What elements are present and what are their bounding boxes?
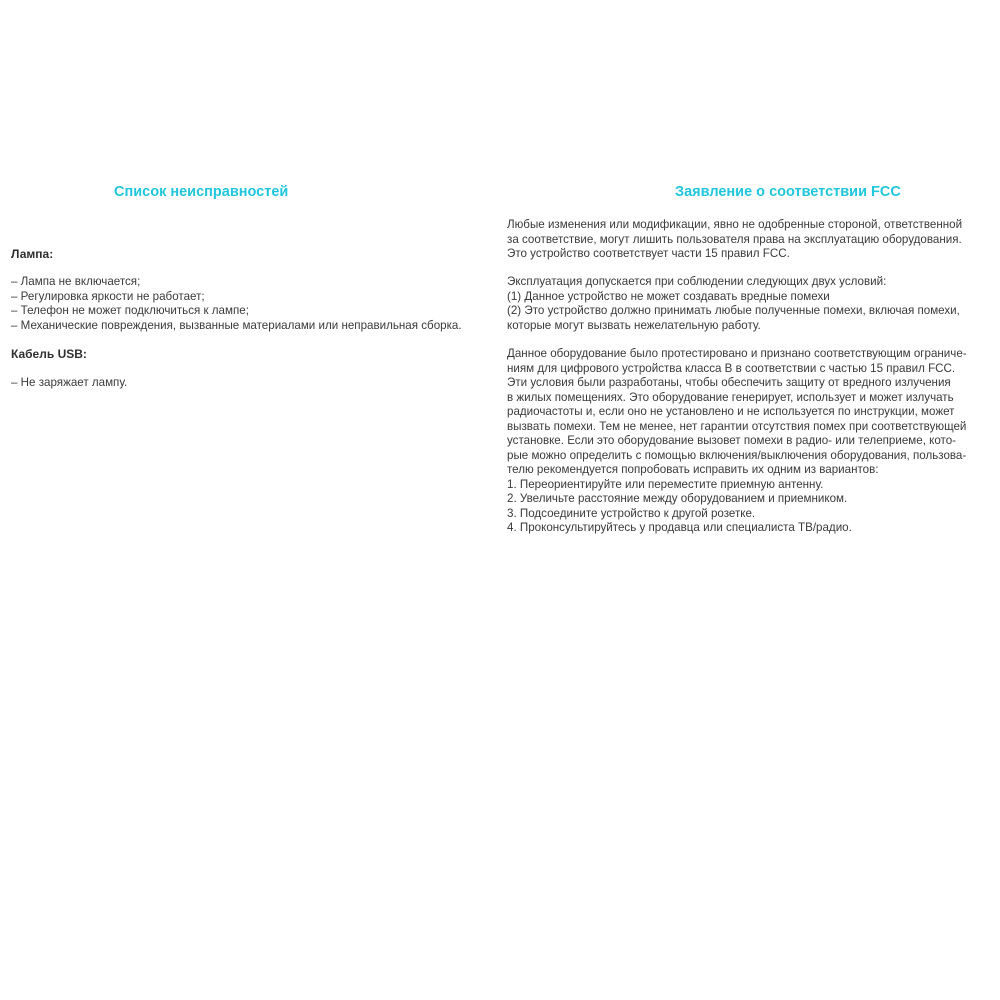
- usb-fault-item: – Не заряжает лампу.: [11, 376, 128, 389]
- paragraph-line: 3. Подсоедините устройство к другой розетке.: [507, 506, 756, 520]
- lamp-fault-item: – Механические повреждения, вызванные материалами или неправильная сборка.: [11, 318, 462, 332]
- paragraph-line: ниям для цифрового устройства класса B в соответствии с частью 15 правил FCC.: [507, 361, 956, 375]
- paragraph-line: (1) Данное устройство не может создавать вредные помехи: [507, 289, 830, 303]
- lamp-fault-list: [11, 275, 462, 333]
- paragraph-line: радиочастоты и, если оно не установлено и не используется по инструкции, может: [507, 405, 955, 418]
- paragraph-line: за соответствие, могут лишить пользователя права на эксплуатацию оборудования.: [507, 232, 962, 246]
- paragraph-line: Эксплуатация допускается при соблюдении следующих двух условий:: [507, 275, 887, 288]
- lamp-fault-item: – Лампа не включается;: [11, 275, 141, 288]
- paragraph-line: телю рекомендуется попробовать исправить их одним из вариантов:: [507, 463, 879, 476]
- fcc-paragraph-2: [507, 275, 960, 333]
- lamp-fault-item: – Регулировка яркости не работает;: [11, 289, 205, 303]
- paragraph-line: рые можно определить с помощью включения/выключения оборудования, пользова-: [507, 448, 967, 462]
- paragraph-line: Это устройство соответствует части 15 правил FCC.: [507, 247, 790, 260]
- fcc-paragraph-1: [507, 218, 962, 262]
- fcc-paragraph-3: [507, 347, 967, 536]
- paragraph-line: (2) Это устройство должно принимать любые полученные помехи, включая помехи,: [507, 304, 960, 317]
- paragraph-line: Данное оборудование было протестировано и признано соответствующим ограниче-: [507, 347, 967, 360]
- paragraph-line: вызвать помехи. Тем не менее, нет гарантии отсутствия помех при соответствующей: [507, 419, 967, 433]
- lamp-fault-item: – Телефон не может подключиться к лампе;: [11, 304, 249, 317]
- usb-section-label: Кабель USB:: [11, 347, 87, 361]
- lamp-section-label: Лампа:: [11, 247, 54, 261]
- paragraph-line: Любые изменения или модификации, явно не одобренные стороной, ответственной: [507, 218, 963, 231]
- paragraph-line: 4. Проконсультируйтесь у продавца или специалиста ТВ/радио.: [507, 521, 852, 534]
- paragraph-line: Эти условия были разработаны, чтобы обеспечить защиту от вредного излучения: [507, 376, 951, 389]
- paragraph-line: 1. Переориентируйте или переместите приемную антенну.: [507, 477, 824, 491]
- paragraph-line: 2. Увеличьте расстояние между оборудованием и приемником.: [507, 492, 848, 505]
- paragraph-line: установке. Если это оборудование вызовет помехи в радио- или телеприеме, кото-: [507, 434, 957, 447]
- troubleshooting-title: Список неисправностей: [114, 184, 289, 200]
- fcc-title: Заявление о соответствии FCC: [675, 184, 901, 200]
- paragraph-line: в жилых помещениях. Это оборудование генерирует, использует и может излучать: [507, 390, 954, 404]
- paragraph-line: которые могут вызвать нежелательную работу.: [507, 318, 761, 332]
- usb-fault-list: [11, 376, 127, 391]
